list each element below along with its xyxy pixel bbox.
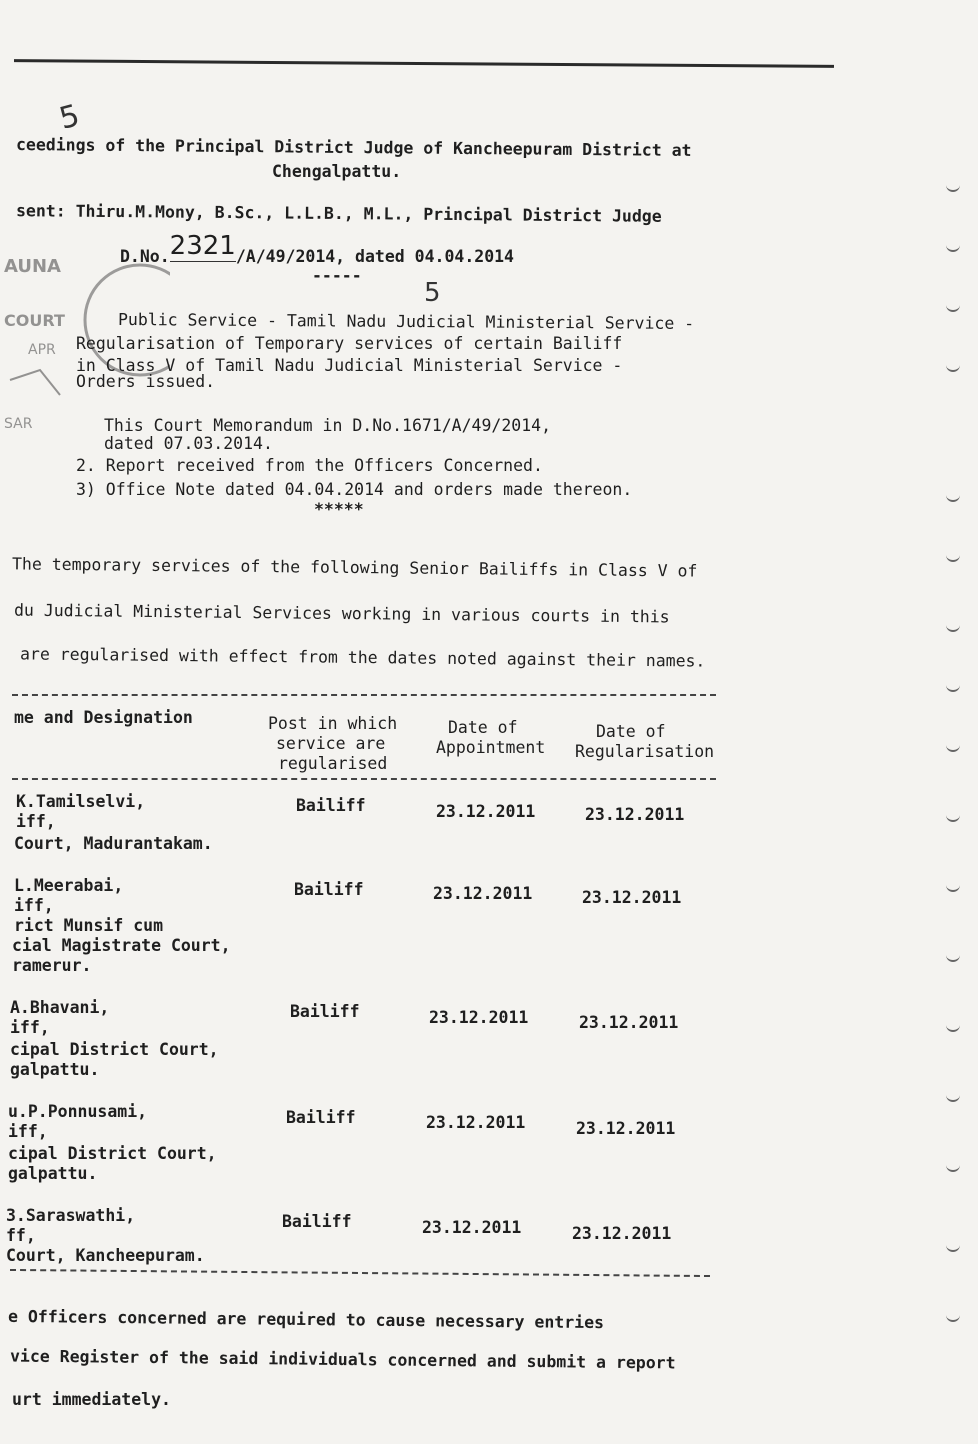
col-header-appointment-1: Date of bbox=[448, 718, 518, 737]
row-regularisation-date: 23.12.2011 bbox=[579, 1013, 679, 1032]
handwritten-page-number: 5 bbox=[55, 98, 84, 137]
row-regularisation-date: 23.12.2011 bbox=[585, 805, 685, 824]
row-name-line: iff, bbox=[16, 812, 56, 831]
row-post: Bailiff bbox=[282, 1212, 352, 1231]
col-header-name: me and Designation bbox=[14, 708, 193, 727]
col-header-regularisation-2: Regularisation bbox=[575, 742, 715, 761]
reference-1-line-2: dated 07.03.2014. bbox=[104, 434, 273, 453]
table-bottom-rule bbox=[10, 1269, 710, 1277]
reference-2: 2. Report received from the Officers Concerned. bbox=[76, 456, 543, 475]
row-name-line: L.Meerabai, bbox=[14, 876, 124, 895]
subject-line-4: Orders issued. bbox=[76, 372, 216, 391]
section-stars: ***** bbox=[314, 500, 364, 519]
order-intro-line-3: are regularised with effect from the dates noted against their names. bbox=[19, 644, 706, 671]
row-name-line: galpattu. bbox=[10, 1060, 100, 1079]
row-regularisation-date: 23.12.2011 bbox=[572, 1224, 672, 1243]
row-post: Bailiff bbox=[294, 880, 364, 899]
table-header-rule bbox=[12, 778, 716, 780]
svg-text:SAR: SAR bbox=[4, 416, 33, 432]
row-name-line: cial Magistrate Court, bbox=[12, 936, 231, 955]
row-name-line: iff, bbox=[8, 1122, 48, 1141]
svg-text:AUNA: AUNA bbox=[4, 256, 61, 277]
row-name-line: Court, Madurantakam. bbox=[14, 834, 213, 853]
proceedings-title: ceedings of the Principal District Judge of Kancheepuram District at bbox=[15, 135, 692, 160]
row-name-line: ramerur. bbox=[12, 956, 92, 975]
row-appointment-date: 23.12.2011 bbox=[426, 1113, 526, 1132]
reference-1-line-1: This Court Memorandum in D.No.1671/A/49/2014, bbox=[104, 416, 552, 435]
row-name-line: ff, bbox=[6, 1226, 36, 1245]
subject-line-1: Public Service - Tamil Nadu Judicial Ministerial Service - bbox=[117, 309, 695, 334]
proceedings-place: Chengalpattu. bbox=[272, 162, 402, 181]
row-regularisation-date: 23.12.2011 bbox=[576, 1119, 676, 1138]
dno-suffix: /A/49/2014, dated 04.04.2014 bbox=[235, 247, 514, 266]
subject-line-3: in Class V of Tamil Nadu Judicial Ministerial Service - bbox=[76, 356, 623, 375]
reference-3: 3) Office Note dated 04.04.2014 and orders made thereon. bbox=[76, 480, 633, 499]
row-name-line: cipal District Court, bbox=[8, 1144, 217, 1163]
col-header-post-2: service are bbox=[276, 734, 386, 753]
subject-line-2: Regularisation of Temporary services of certain Bailiff bbox=[76, 334, 623, 353]
row-name-line: cipal District Court, bbox=[10, 1040, 219, 1059]
handwritten-mark: 5 bbox=[424, 278, 441, 308]
row-name-line: 3.Saraswathi, bbox=[6, 1206, 136, 1225]
row-appointment-date: 23.12.2011 bbox=[422, 1218, 522, 1237]
dno-prefix: D.No. bbox=[120, 247, 170, 266]
page-edge-marks bbox=[918, 0, 978, 1444]
order-intro-line-1: The temporary services of the following Senior Bailiffs in Class V of bbox=[11, 554, 698, 581]
closing-line-2: vice Register of the said individuals concerned and submit a report bbox=[9, 1346, 676, 1373]
top-rule bbox=[14, 59, 834, 68]
dno-line bbox=[120, 231, 514, 267]
row-post: Bailiff bbox=[296, 796, 366, 815]
closing-line-1: e Officers concerned are required to cause necessary entries bbox=[7, 1306, 605, 1333]
dno-handwritten: 2321 bbox=[169, 231, 236, 261]
row-name-line: u.P.Ponnusami, bbox=[8, 1102, 148, 1121]
order-intro-line-2: du Judicial Ministerial Services working in various courts in this bbox=[13, 600, 670, 627]
row-post: Bailiff bbox=[286, 1108, 356, 1127]
svg-text:COURT: COURT bbox=[4, 311, 65, 330]
row-appointment-date: 23.12.2011 bbox=[436, 802, 536, 821]
svg-text:APR: APR bbox=[28, 342, 56, 358]
dno-underline-dashes: ----- bbox=[312, 266, 362, 285]
col-header-post-1: Post in which bbox=[268, 714, 398, 733]
col-header-appointment-2: Appointment bbox=[436, 738, 546, 757]
row-name-line: K.Tamilselvi, bbox=[16, 792, 146, 811]
col-header-regularisation-1: Date of bbox=[596, 722, 666, 741]
col-header-post-3: regularised bbox=[278, 754, 388, 773]
row-regularisation-date: 23.12.2011 bbox=[582, 888, 682, 907]
present-line: sent: Thiru.M.Mony, B.Sc., L.L.B., M.L., Principal District Judge bbox=[15, 201, 662, 226]
closing-line-3: urt immediately. bbox=[12, 1390, 171, 1409]
row-appointment-date: 23.12.2011 bbox=[429, 1008, 529, 1027]
row-name-line: Court, Kancheepuram. bbox=[6, 1246, 205, 1265]
row-name-line: galpattu. bbox=[8, 1164, 98, 1183]
row-appointment-date: 23.12.2011 bbox=[433, 884, 533, 903]
row-name-line: iff, bbox=[14, 896, 54, 915]
table-top-rule bbox=[12, 694, 716, 696]
row-name-line: iff, bbox=[10, 1018, 50, 1037]
row-name-line: A.Bhavani, bbox=[10, 998, 110, 1017]
row-name-line: rict Munsif cum bbox=[14, 916, 164, 935]
row-post: Bailiff bbox=[290, 1002, 360, 1021]
